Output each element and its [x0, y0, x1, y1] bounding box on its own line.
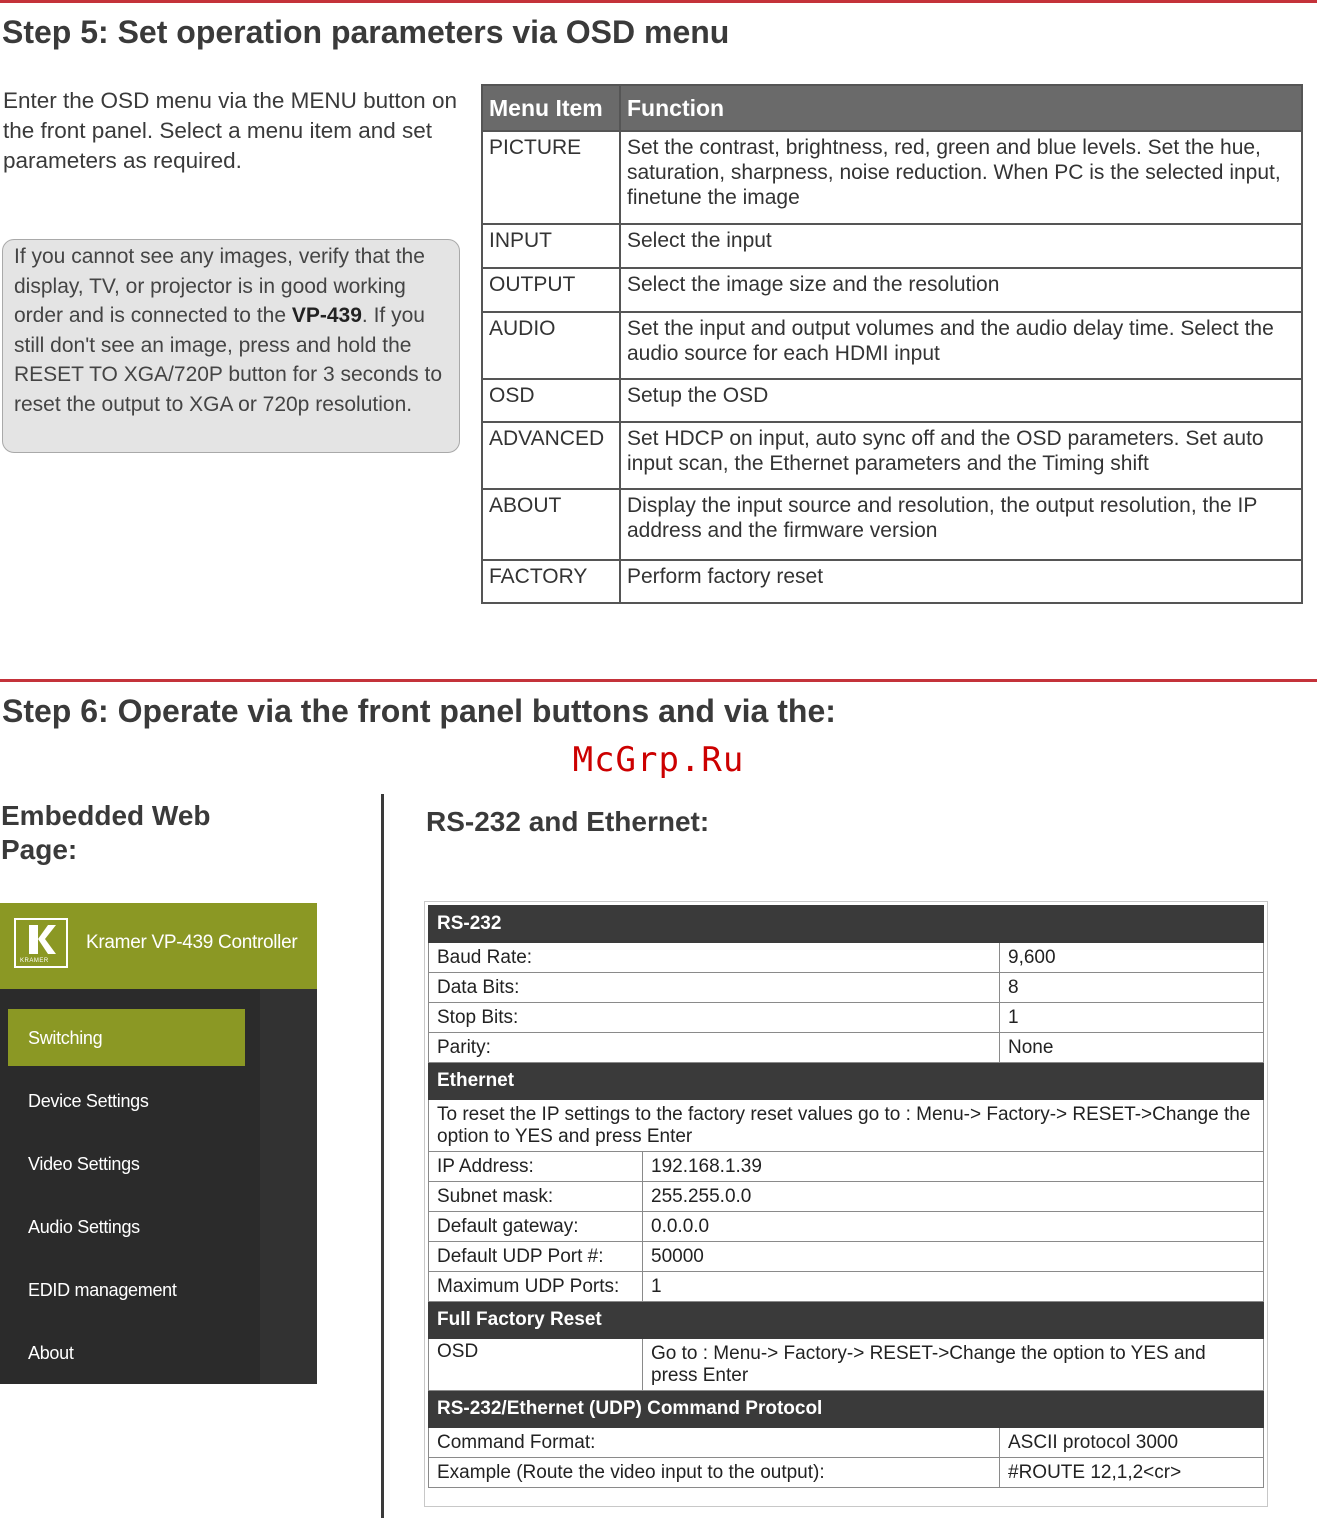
setting-value: Go to : Menu-> Factory-> RESET->Change the option to YES and press Enter	[643, 1339, 1264, 1391]
table-row	[429, 1152, 1264, 1182]
note-text-after: . If you still don't see an image, press and hold the RESET TO XGA/720P button for 3 seconds to reset the output to XGA or 720p resolution.	[14, 304, 443, 416]
section-rule-middle	[0, 679, 1317, 682]
setting-label: Example (Route the video input to the output):	[429, 1458, 1000, 1488]
kramer-logo-text: KRAMER	[20, 958, 49, 964]
function-cell: Set the contrast, brightness, red, green and blue levels. Set the hue, saturation, sharpness, noise reduction. When PC is the selected input, finetune the image	[620, 131, 1302, 224]
setting-value: 255.255.0.0	[643, 1182, 1264, 1212]
function-cell: Perform factory reset	[620, 560, 1302, 603]
table-row	[429, 1458, 1264, 1488]
function-cell: Setup the OSD	[620, 379, 1302, 422]
setting-label: Parity:	[429, 1033, 1000, 1063]
table-row	[429, 1212, 1264, 1242]
setting-value: ASCII protocol 3000	[1000, 1428, 1264, 1458]
table-row	[482, 560, 1302, 603]
setting-label: OSD	[429, 1339, 643, 1391]
web-page-title: Kramer VP-439 Controller	[86, 932, 298, 953]
nav-item-device-settings[interactable]: Device Settings	[28, 1091, 149, 1111]
nav-item-edid-management[interactable]: EDID management	[28, 1280, 177, 1300]
section-header-factory-reset	[429, 1302, 1264, 1339]
ethernet-reset-note: To reset the IP settings to the factory reset values go to : Menu-> Factory-> RESET->Change the option to YES and press Enter	[429, 1100, 1264, 1152]
web-content-area	[260, 989, 317, 1384]
menu-item-cell: ADVANCED	[482, 422, 620, 489]
table-row	[429, 943, 1264, 973]
kramer-logo	[14, 918, 68, 968]
nav-item-audio-settings[interactable]: Audio Settings	[28, 1217, 140, 1237]
setting-value: 1	[1000, 1003, 1264, 1033]
function-cell: Display the input source and resolution, the output resolution, the IP address and the firmware version	[620, 489, 1302, 560]
table-row	[482, 312, 1302, 379]
menu-item-cell: FACTORY	[482, 560, 620, 603]
table-row	[482, 379, 1302, 422]
setting-value: 50000	[643, 1242, 1264, 1272]
column-header-menu-item: Menu Item	[482, 85, 620, 131]
function-cell: Set HDCP on input, auto sync off and the OSD parameters. Set auto input scan, the Ethernet parameters and the Timing shift	[620, 422, 1302, 489]
embedded-web-page-screenshot	[0, 903, 317, 1384]
table-row	[482, 131, 1302, 224]
table-row	[482, 268, 1302, 312]
menu-item-cell: AUDIO	[482, 312, 620, 379]
step5-intro: Enter the OSD menu via the MENU button on the front panel. Select a menu item and set parameters as required.	[3, 88, 457, 173]
table-row	[429, 1003, 1264, 1033]
section-title: Ethernet	[429, 1063, 1264, 1100]
setting-label: Stop Bits:	[429, 1003, 1000, 1033]
web-page-header	[0, 903, 317, 989]
rs232-settings-table	[428, 905, 1264, 1488]
watermark-text: McGrp.Ru	[572, 740, 745, 780]
section-title: RS-232	[429, 906, 1264, 943]
table-header-row	[482, 85, 1302, 131]
setting-value: None	[1000, 1033, 1264, 1063]
step6-title: Step 6: Operate via the front panel buttons and via the:	[2, 693, 836, 729]
setting-label: Data Bits:	[429, 973, 1000, 1003]
table-row	[429, 1100, 1264, 1152]
function-cell: Select the input	[620, 224, 1302, 268]
nav-item-switching[interactable]: Switching	[8, 1009, 245, 1066]
function-cell: Select the image size and the resolution	[620, 268, 1302, 312]
table-row	[429, 1242, 1264, 1272]
step5-title: Step 5: Set operation parameters via OSD menu	[2, 14, 730, 50]
setting-value: 9,600	[1000, 943, 1264, 973]
table-row	[482, 224, 1302, 268]
rs232-ethernet-heading: RS-232 and Ethernet:	[426, 806, 710, 837]
section-title: RS-232/Ethernet (UDP) Command Protocol	[429, 1391, 1264, 1428]
menu-item-cell: OSD	[482, 379, 620, 422]
section-header-command-protocol	[429, 1391, 1264, 1428]
section-header-ethernet	[429, 1063, 1264, 1100]
setting-label: Baud Rate:	[429, 943, 1000, 973]
setting-value: 8	[1000, 973, 1264, 1003]
table-row	[429, 1182, 1264, 1212]
menu-item-cell: INPUT	[482, 224, 620, 268]
setting-label: Default gateway:	[429, 1212, 643, 1242]
table-row	[482, 422, 1302, 489]
setting-value: 1	[643, 1272, 1264, 1302]
table-row	[429, 973, 1264, 1003]
setting-label: Command Format:	[429, 1428, 1000, 1458]
table-row	[482, 489, 1302, 560]
embedded-web-heading: Embedded Web Page:	[1, 800, 211, 865]
column-divider	[381, 794, 384, 1518]
section-header-rs232	[429, 906, 1264, 943]
table-row	[429, 1339, 1264, 1391]
setting-value: #ROUTE 12,1,2<cr>	[1000, 1458, 1264, 1488]
function-cell: Set the input and output volumes and the audio delay time. Select the audio source for each HDMI input	[620, 312, 1302, 379]
table-row	[429, 1033, 1264, 1063]
setting-value: 192.168.1.39	[643, 1152, 1264, 1182]
setting-value: 0.0.0.0	[643, 1212, 1264, 1242]
setting-label: Default UDP Port #:	[429, 1242, 643, 1272]
menu-item-cell: OUTPUT	[482, 268, 620, 312]
note-device-name: VP-439	[291, 304, 362, 328]
osd-menu-table	[481, 84, 1303, 604]
nav-item-about[interactable]: About	[28, 1343, 74, 1363]
section-title: Full Factory Reset	[429, 1302, 1264, 1339]
table-row	[429, 1428, 1264, 1458]
menu-item-cell: PICTURE	[482, 131, 620, 224]
setting-label: IP Address:	[429, 1152, 643, 1182]
rs232-ethernet-panel	[424, 901, 1268, 1507]
table-row	[429, 1272, 1264, 1302]
setting-label: Maximum UDP Ports:	[429, 1272, 643, 1302]
troubleshooting-note	[2, 239, 460, 453]
nav-item-video-settings[interactable]: Video Settings	[28, 1154, 140, 1174]
menu-item-cell: ABOUT	[482, 489, 620, 560]
section-rule-top	[0, 0, 1317, 3]
note-text-before: If you cannot see any images, verify that the display, TV, or projector is in good working order and is connected to the	[14, 245, 425, 328]
column-header-function: Function	[620, 85, 1302, 131]
setting-label: Subnet mask:	[429, 1182, 643, 1212]
